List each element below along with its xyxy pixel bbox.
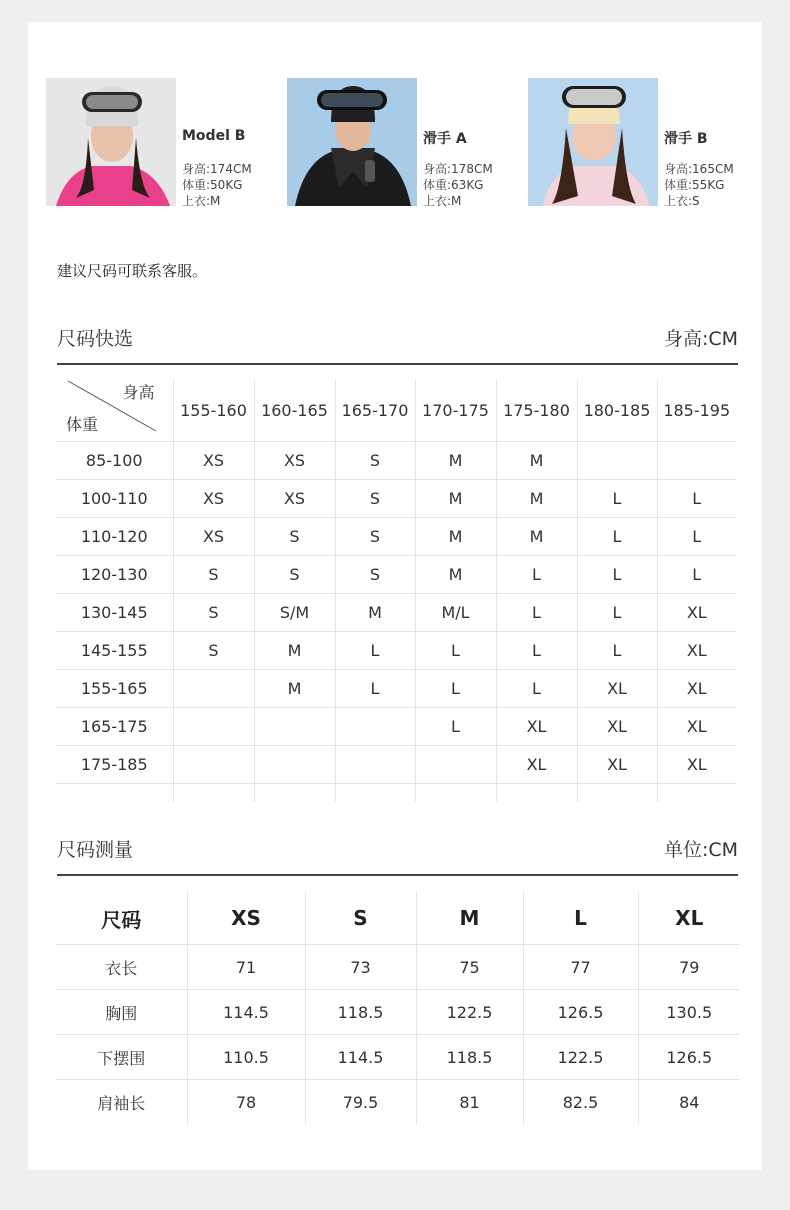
size-cell: M bbox=[415, 556, 496, 594]
size-header: M bbox=[416, 892, 523, 945]
corner-height-label: 身高 bbox=[122, 383, 155, 402]
weight-range-cell: 145-155 bbox=[56, 632, 173, 670]
weight-range-cell: 100-110 bbox=[56, 480, 173, 518]
measurement-value-cell: 122.5 bbox=[523, 1035, 638, 1080]
size-cell: XL bbox=[657, 632, 736, 670]
size-cell: XL bbox=[657, 746, 736, 784]
weight-range-cell: 130-145 bbox=[56, 594, 173, 632]
model-photo-model-b bbox=[46, 78, 176, 206]
model-height: 身高:165CM bbox=[664, 162, 734, 176]
model-weight: 体重:63KG bbox=[423, 178, 484, 192]
measurement-value-cell: 79.5 bbox=[305, 1080, 416, 1125]
table-row bbox=[56, 708, 736, 746]
table-row bbox=[56, 1035, 740, 1080]
spacer-cell bbox=[657, 784, 736, 803]
size-cell: M bbox=[496, 442, 577, 480]
size-cell: L bbox=[657, 518, 736, 556]
size-cell: L bbox=[577, 594, 657, 632]
size-guide-card bbox=[28, 22, 762, 1170]
size-cell: S bbox=[254, 556, 335, 594]
size-cell: XL bbox=[577, 670, 657, 708]
quick-select-table bbox=[56, 380, 736, 802]
table-row bbox=[56, 442, 736, 480]
size-cell: L bbox=[415, 670, 496, 708]
size-cell: XS bbox=[173, 442, 254, 480]
size-cell: XL bbox=[496, 708, 577, 746]
size-cell: S bbox=[335, 480, 415, 518]
size-cell: L bbox=[496, 594, 577, 632]
height-range-header: 155-160 bbox=[173, 380, 254, 442]
table-row bbox=[56, 746, 736, 784]
size-cell: L bbox=[577, 480, 657, 518]
size-cell: M/L bbox=[415, 594, 496, 632]
model-photo-rider-a bbox=[287, 78, 417, 206]
measurement-value-cell: 77 bbox=[523, 945, 638, 990]
size-cell: L bbox=[577, 556, 657, 594]
model-top-size: 上衣:S bbox=[664, 194, 700, 208]
measurement-value-cell: 78 bbox=[187, 1080, 305, 1125]
table-row bbox=[56, 990, 740, 1035]
size-cell: L bbox=[657, 480, 736, 518]
size-cell bbox=[335, 746, 415, 784]
size-cell bbox=[173, 670, 254, 708]
size-cell: M bbox=[254, 670, 335, 708]
model-weight: 体重:50KG bbox=[182, 178, 243, 192]
table-row bbox=[56, 594, 736, 632]
size-cell bbox=[577, 442, 657, 480]
size-advice-text: 建议尺码可联系客服。 bbox=[57, 262, 208, 280]
measurement-header-label: 尺码 bbox=[56, 892, 187, 945]
size-cell bbox=[657, 442, 736, 480]
size-cell: L bbox=[657, 556, 736, 594]
size-cell: S bbox=[173, 556, 254, 594]
table-row bbox=[56, 1080, 740, 1125]
measurement-divider bbox=[57, 874, 738, 876]
size-cell: XL bbox=[657, 708, 736, 746]
size-cell: M bbox=[254, 632, 335, 670]
corner-weight-label: 体重 bbox=[66, 415, 99, 434]
size-cell: L bbox=[496, 556, 577, 594]
measurement-value-cell: 118.5 bbox=[416, 1035, 523, 1080]
size-cell: XL bbox=[577, 746, 657, 784]
size-cell: L bbox=[496, 670, 577, 708]
model-name: 滑手 B bbox=[664, 131, 708, 147]
size-header: L bbox=[523, 892, 638, 945]
table-row bbox=[56, 945, 740, 990]
table-row bbox=[56, 480, 736, 518]
size-cell: XL bbox=[657, 594, 736, 632]
size-cell: L bbox=[335, 632, 415, 670]
table-row bbox=[56, 518, 736, 556]
weight-range-cell: 155-165 bbox=[56, 670, 173, 708]
size-cell: L bbox=[496, 632, 577, 670]
measurement-value-cell: 110.5 bbox=[187, 1035, 305, 1080]
measurement-value-cell: 81 bbox=[416, 1080, 523, 1125]
size-cell: L bbox=[577, 632, 657, 670]
table-row bbox=[56, 670, 736, 708]
size-cell bbox=[254, 746, 335, 784]
weight-range-cell: 175-185 bbox=[56, 746, 173, 784]
size-header: XL bbox=[638, 892, 740, 945]
quick-select-divider bbox=[57, 363, 738, 365]
model-photo-rider-b bbox=[528, 78, 658, 206]
measurement-value-cell: 82.5 bbox=[523, 1080, 638, 1125]
size-header: XS bbox=[187, 892, 305, 945]
size-cell: XS bbox=[254, 480, 335, 518]
spacer-cell bbox=[335, 784, 415, 803]
size-cell bbox=[415, 746, 496, 784]
measurement-label-cell: 胸围 bbox=[56, 990, 187, 1035]
height-range-header: 170-175 bbox=[415, 380, 496, 442]
table-spacer-row bbox=[56, 784, 736, 803]
size-cell: L bbox=[335, 670, 415, 708]
model-name: 滑手 A bbox=[423, 131, 467, 147]
measurement-value-cell: 73 bbox=[305, 945, 416, 990]
measurement-unit: 单位:CM bbox=[663, 839, 738, 861]
size-cell: S/M bbox=[254, 594, 335, 632]
model-top-size: 上衣:M bbox=[423, 194, 462, 208]
size-cell: L bbox=[415, 632, 496, 670]
size-cell bbox=[173, 746, 254, 784]
height-range-header: 185-195 bbox=[657, 380, 736, 442]
size-cell: M bbox=[496, 518, 577, 556]
size-cell: XS bbox=[254, 442, 335, 480]
height-range-header: 165-170 bbox=[335, 380, 415, 442]
model-height: 身高:174CM bbox=[182, 162, 252, 176]
table-row bbox=[56, 632, 736, 670]
size-header: S bbox=[305, 892, 416, 945]
size-cell: S bbox=[335, 556, 415, 594]
weight-range-cell: 85-100 bbox=[56, 442, 173, 480]
spacer-cell bbox=[173, 784, 254, 803]
model-top-size: 上衣:M bbox=[182, 194, 221, 208]
spacer-cell bbox=[254, 784, 335, 803]
weight-range-cell: 165-175 bbox=[56, 708, 173, 746]
measurement-value-cell: 114.5 bbox=[305, 1035, 416, 1080]
measurement-value-cell: 75 bbox=[416, 945, 523, 990]
height-range-header: 180-185 bbox=[577, 380, 657, 442]
measurement-value-cell: 126.5 bbox=[638, 1035, 740, 1080]
spacer-cell bbox=[577, 784, 657, 803]
measurement-value-cell: 122.5 bbox=[416, 990, 523, 1035]
size-cell: S bbox=[254, 518, 335, 556]
size-cell: M bbox=[496, 480, 577, 518]
quick-select-title: 尺码快选 bbox=[57, 328, 134, 350]
size-cell bbox=[173, 708, 254, 746]
weight-range-cell: 110-120 bbox=[56, 518, 173, 556]
measurement-table bbox=[56, 892, 740, 1124]
measurement-value-cell: 84 bbox=[638, 1080, 740, 1125]
size-cell: M bbox=[415, 518, 496, 556]
height-range-header: 160-165 bbox=[254, 380, 335, 442]
model-height: 身高:178CM bbox=[423, 162, 493, 176]
spacer-cell bbox=[56, 784, 173, 803]
measurement-value-cell: 126.5 bbox=[523, 990, 638, 1035]
spacer-cell bbox=[496, 784, 577, 803]
weight-range-cell: 120-130 bbox=[56, 556, 173, 594]
measurement-value-cell: 114.5 bbox=[187, 990, 305, 1035]
measurement-label-cell: 衣长 bbox=[56, 945, 187, 990]
table-corner-header bbox=[56, 380, 173, 442]
size-cell: XS bbox=[173, 518, 254, 556]
size-cell: XL bbox=[496, 746, 577, 784]
measurement-title: 尺码测量 bbox=[57, 839, 134, 861]
size-cell bbox=[335, 708, 415, 746]
size-cell: M bbox=[415, 442, 496, 480]
measurement-value-cell: 118.5 bbox=[305, 990, 416, 1035]
size-cell: XS bbox=[173, 480, 254, 518]
size-cell: S bbox=[173, 632, 254, 670]
size-cell: L bbox=[415, 708, 496, 746]
size-cell bbox=[254, 708, 335, 746]
size-cell: XL bbox=[657, 670, 736, 708]
size-cell: S bbox=[335, 518, 415, 556]
spacer-cell bbox=[415, 784, 496, 803]
quick-select-unit: 身高:CM bbox=[663, 328, 738, 350]
measurement-value-cell: 71 bbox=[187, 945, 305, 990]
table-row bbox=[56, 556, 736, 594]
measurement-label-cell: 下摆围 bbox=[56, 1035, 187, 1080]
size-cell: L bbox=[577, 518, 657, 556]
size-cell: M bbox=[415, 480, 496, 518]
size-cell: S bbox=[335, 442, 415, 480]
size-cell: S bbox=[173, 594, 254, 632]
measurement-value-cell: 79 bbox=[638, 945, 740, 990]
size-cell: M bbox=[335, 594, 415, 632]
size-cell: XL bbox=[577, 708, 657, 746]
height-range-header: 175-180 bbox=[496, 380, 577, 442]
measurement-label-cell: 肩袖长 bbox=[56, 1080, 187, 1125]
model-weight: 体重:55KG bbox=[664, 178, 725, 192]
measurement-value-cell: 130.5 bbox=[638, 990, 740, 1035]
model-name: Model B bbox=[182, 128, 246, 144]
